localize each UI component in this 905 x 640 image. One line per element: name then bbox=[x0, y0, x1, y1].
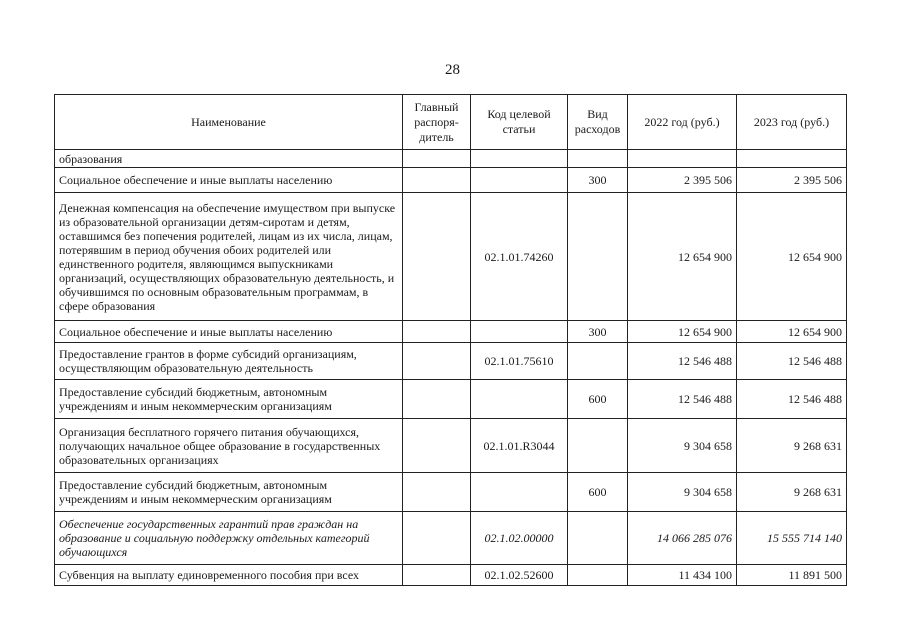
row-code: 02.1.01.74260 bbox=[471, 193, 568, 321]
row-value-2022: 12 654 900 bbox=[628, 193, 737, 321]
row-value-2023: 12 546 488 bbox=[737, 380, 847, 419]
row-code: 02.1.02.00000 bbox=[471, 512, 568, 565]
table-row bbox=[55, 321, 847, 343]
row-value-2022: 2 395 506 bbox=[628, 168, 737, 193]
budget-table bbox=[54, 94, 847, 586]
row-manager bbox=[403, 150, 471, 168]
table-row bbox=[55, 565, 847, 586]
row-manager bbox=[403, 419, 471, 473]
row-value-2023: 9 268 631 bbox=[737, 419, 847, 473]
row-value-2022: 12 546 488 bbox=[628, 343, 737, 380]
row-name: Предоставление субсидий бюджетным, автономным учреждениям и иным некоммерческим организациям bbox=[55, 473, 403, 512]
row-name: образования bbox=[55, 150, 403, 168]
row-value-2022: 9 304 658 bbox=[628, 473, 737, 512]
header-year-2022: 2022 год (руб.) bbox=[628, 95, 737, 150]
row-value-2023: 12 654 900 bbox=[737, 321, 847, 343]
row-manager bbox=[403, 193, 471, 321]
row-expense-type bbox=[568, 565, 628, 586]
row-expense-type bbox=[568, 343, 628, 380]
table-row bbox=[55, 473, 847, 512]
table-row bbox=[55, 380, 847, 419]
row-value-2022 bbox=[628, 150, 737, 168]
table-row bbox=[55, 343, 847, 380]
row-manager bbox=[403, 321, 471, 343]
table-header-row bbox=[55, 95, 847, 150]
row-value-2022: 12 546 488 bbox=[628, 380, 737, 419]
row-code bbox=[471, 168, 568, 193]
row-value-2022: 9 304 658 bbox=[628, 419, 737, 473]
row-expense-type bbox=[568, 419, 628, 473]
row-manager bbox=[403, 473, 471, 512]
row-value-2022: 14 066 285 076 bbox=[628, 512, 737, 565]
table-row bbox=[55, 193, 847, 321]
row-expense-type: 600 bbox=[568, 473, 628, 512]
row-value-2023: 12 546 488 bbox=[737, 343, 847, 380]
row-code bbox=[471, 473, 568, 512]
row-expense-type bbox=[568, 150, 628, 168]
header-expense-type: Вид расходов bbox=[568, 95, 628, 150]
header-name: Наименование bbox=[55, 95, 403, 150]
row-manager bbox=[403, 168, 471, 193]
row-value-2022: 12 654 900 bbox=[628, 321, 737, 343]
row-code: 02.1.01.R3044 bbox=[471, 419, 568, 473]
row-manager bbox=[403, 380, 471, 419]
table-row bbox=[55, 512, 847, 565]
row-name: Социальное обеспечение и иные выплаты населению bbox=[55, 168, 403, 193]
header-year-2023: 2023 год (руб.) bbox=[737, 95, 847, 150]
row-value-2023: 12 654 900 bbox=[737, 193, 847, 321]
header-manager: Главный распоря-дитель bbox=[403, 95, 471, 150]
row-value-2023 bbox=[737, 150, 847, 168]
header-code: Код целевой статьи bbox=[471, 95, 568, 150]
row-code bbox=[471, 321, 568, 343]
row-expense-type bbox=[568, 512, 628, 565]
row-value-2023: 2 395 506 bbox=[737, 168, 847, 193]
row-name: Организация бесплатного горячего питания обучающихся, получающих начальное общее образование в государственных образовательных организациях bbox=[55, 419, 403, 473]
row-expense-type bbox=[568, 193, 628, 321]
row-value-2023: 15 555 714 140 bbox=[737, 512, 847, 565]
row-value-2023: 9 268 631 bbox=[737, 473, 847, 512]
row-name: Предоставление грантов в форме субсидий организациям, осуществляющим образовательную деятельность bbox=[55, 343, 403, 380]
row-code: 02.1.02.52600 bbox=[471, 565, 568, 586]
row-name: Денежная компенсация на обеспечение имуществом при выпуске из образовательной организации детям-сиротам и детям, оставшимся без попечения родителей, лицам из их числа, лицам, потерявшим в период обучения обоих родителей или единственного родителя, являющимся выпускниками организаций, осуществляющих образовательную деятельность, и обучившимся по основным образовательным программам, в сфере образования bbox=[55, 193, 403, 321]
row-manager bbox=[403, 343, 471, 380]
table-row bbox=[55, 150, 847, 168]
row-name: Обеспечение государственных гарантий прав граждан на образование и социальную поддержку отдельных категорий обучающихся bbox=[55, 512, 403, 565]
row-expense-type: 600 bbox=[568, 380, 628, 419]
row-value-2022: 11 434 100 bbox=[628, 565, 737, 586]
row-value-2023: 11 891 500 bbox=[737, 565, 847, 586]
table-row bbox=[55, 419, 847, 473]
row-expense-type: 300 bbox=[568, 321, 628, 343]
row-manager bbox=[403, 565, 471, 586]
row-expense-type: 300 bbox=[568, 168, 628, 193]
table-row bbox=[55, 168, 847, 193]
row-name: Предоставление субсидий бюджетным, автономным учреждениям и иным некоммерческим организациям bbox=[55, 380, 403, 419]
row-code bbox=[471, 380, 568, 419]
row-code: 02.1.01.75610 bbox=[471, 343, 568, 380]
row-name: Социальное обеспечение и иные выплаты населению bbox=[55, 321, 403, 343]
row-code bbox=[471, 150, 568, 168]
row-name: Субвенция на выплату единовременного пособия при всех bbox=[55, 565, 403, 586]
page-number: 28 bbox=[445, 62, 460, 78]
row-manager bbox=[403, 512, 471, 565]
